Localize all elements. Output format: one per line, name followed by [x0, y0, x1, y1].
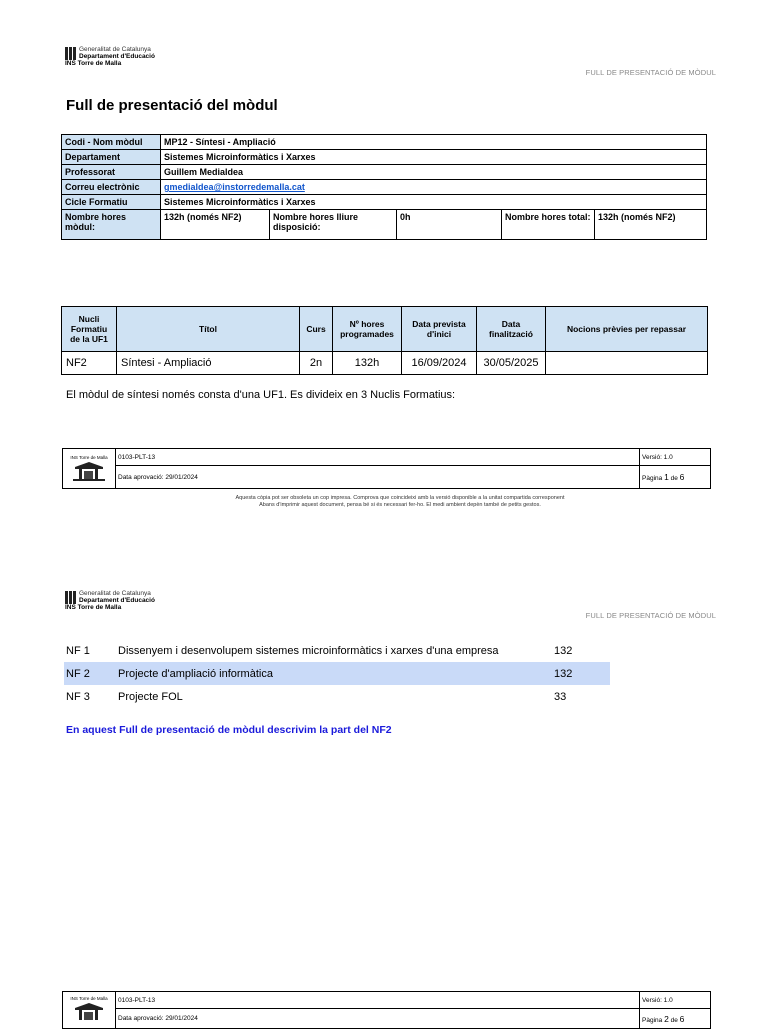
org-line1: Generalitat de Catalunya — [79, 46, 151, 53]
hours-value: 132h (només NF2) — [161, 210, 270, 240]
footer-approval: Data aprovació: 29/01/2024 — [116, 1009, 640, 1029]
module-info-table — [61, 134, 707, 240]
cell-final: 30/05/2025 — [477, 352, 546, 375]
prof-value: Guillem Medialdea — [161, 165, 707, 180]
free-hours-label: Nombre hores lliure disposició: — [270, 210, 397, 240]
list-item: NF 1 Dissenyem i desenvolupem sistemes microinformàtics i xarxes d'una empresa 132 — [66, 644, 573, 657]
col-header-inici: Data prevista d'inici — [402, 307, 477, 352]
footer-page: Pàgina 1 de 6 — [640, 466, 711, 489]
svg-text:INS Torre de Malla: INS Torre de Malla — [70, 996, 108, 1001]
svg-text:INS Torre de Malla: INS Torre de Malla — [70, 454, 108, 460]
dept-label: Departament — [62, 150, 161, 165]
footer-version: Versió: 1.0 — [640, 449, 711, 466]
footer-version: Versió: 1.0 — [640, 992, 711, 1009]
nf-list — [64, 639, 610, 708]
codi-value: MP12 - Síntesi - Ampliació — [161, 135, 707, 150]
col-header-nocions: Nocions prèvies per repassar — [546, 307, 708, 352]
footer-logo — [63, 992, 116, 1029]
cell-nocions — [546, 352, 708, 375]
intro-paragraph: El mòdul de síntesi només consta d'una UF1. Es divideix en 3 Nuclis Formatius: — [66, 389, 456, 401]
footer-table-page2 — [62, 991, 711, 1029]
col-header-hores: Nº hores programades — [333, 307, 402, 352]
generalitat-logo-icon — [65, 47, 76, 60]
cell-nucli: NF2 — [62, 352, 117, 375]
col-header-titol: Títol — [117, 307, 300, 352]
school-logo-icon — [69, 453, 109, 483]
email-label: Correu electrònic — [62, 180, 161, 195]
table-row — [62, 352, 708, 375]
page-title: Full de presentació del mòdul — [66, 97, 278, 114]
footer-note: Aquesta còpia pot ser obsoleta un cop impresa. Comprova que coincideixi amb la versió disponible a la unitat compartida corresponent Abans d'imprimir aquest document, pensa bé si és necessari fer-ho. El medi ambient depèn també de petits gestos. — [235, 495, 565, 508]
list-item: NF 2 Projecte d'ampliació informàtica 132 — [64, 662, 610, 685]
org-line3: INS Torre de Malla — [65, 60, 122, 67]
doc-type-label-page2: FULL DE PRESENTACIÓ DE MÒDUL — [585, 611, 716, 620]
col-header-nucli: Nucli Formatiu de la UF1 — [62, 307, 117, 352]
dept-value: Sistemes Microinformàtics i Xarxes — [161, 150, 707, 165]
total-hours-label: Nombre hores total: — [502, 210, 595, 240]
footer-page: Pàgina 2 de 6 — [640, 1009, 711, 1029]
col-header-final: Data finalització — [477, 307, 546, 352]
school-logo-icon — [69, 994, 109, 1024]
free-hours-value: 0h — [397, 210, 502, 240]
cell-titol: Síntesi - Ampliació — [117, 352, 300, 375]
footer-code: 0103-PLT-13 — [116, 449, 640, 466]
cell-curs: 2n — [300, 352, 333, 375]
cell-hores: 132h — [333, 352, 402, 375]
list-item: NF 3 Projecte FOL 33 — [66, 690, 567, 703]
col-header-curs: Curs — [300, 307, 333, 352]
cicle-value: Sistemes Microinformàtics i Xarxes — [161, 195, 707, 210]
codi-label: Codi - Nom mòdul — [62, 135, 161, 150]
generalitat-logo-icon — [65, 591, 76, 604]
hours-label: Nombre hores mòdul: — [62, 210, 161, 240]
cell-inici: 16/09/2024 — [402, 352, 477, 375]
header-logo — [65, 46, 155, 67]
footer-logo — [63, 449, 116, 489]
nf-note: En aquest Full de presentació de mòdul descrivim la part del NF2 — [66, 724, 392, 736]
doc-type-label: FULL DE PRESENTACIÓ DE MÒDUL — [585, 68, 716, 77]
total-hours-value: 132h (només NF2) — [595, 210, 707, 240]
email-link[interactable]: gmedialdea@instorredemalla.cat — [164, 182, 305, 192]
header-logo-page2: Generalitat de Catalunya Departament d'Educació INS Torre de Malla — [65, 590, 155, 611]
footer-code: 0103-PLT-13 — [116, 992, 640, 1009]
uf-table — [61, 306, 708, 375]
footer-table-page1 — [62, 448, 711, 489]
footer-approval: Data aprovació: 29/01/2024 — [116, 466, 640, 489]
org-line2: Departament d'Educació — [79, 53, 155, 60]
prof-label: Professorat — [62, 165, 161, 180]
cicle-label: Cicle Formatiu — [62, 195, 161, 210]
email-cell — [161, 180, 707, 195]
